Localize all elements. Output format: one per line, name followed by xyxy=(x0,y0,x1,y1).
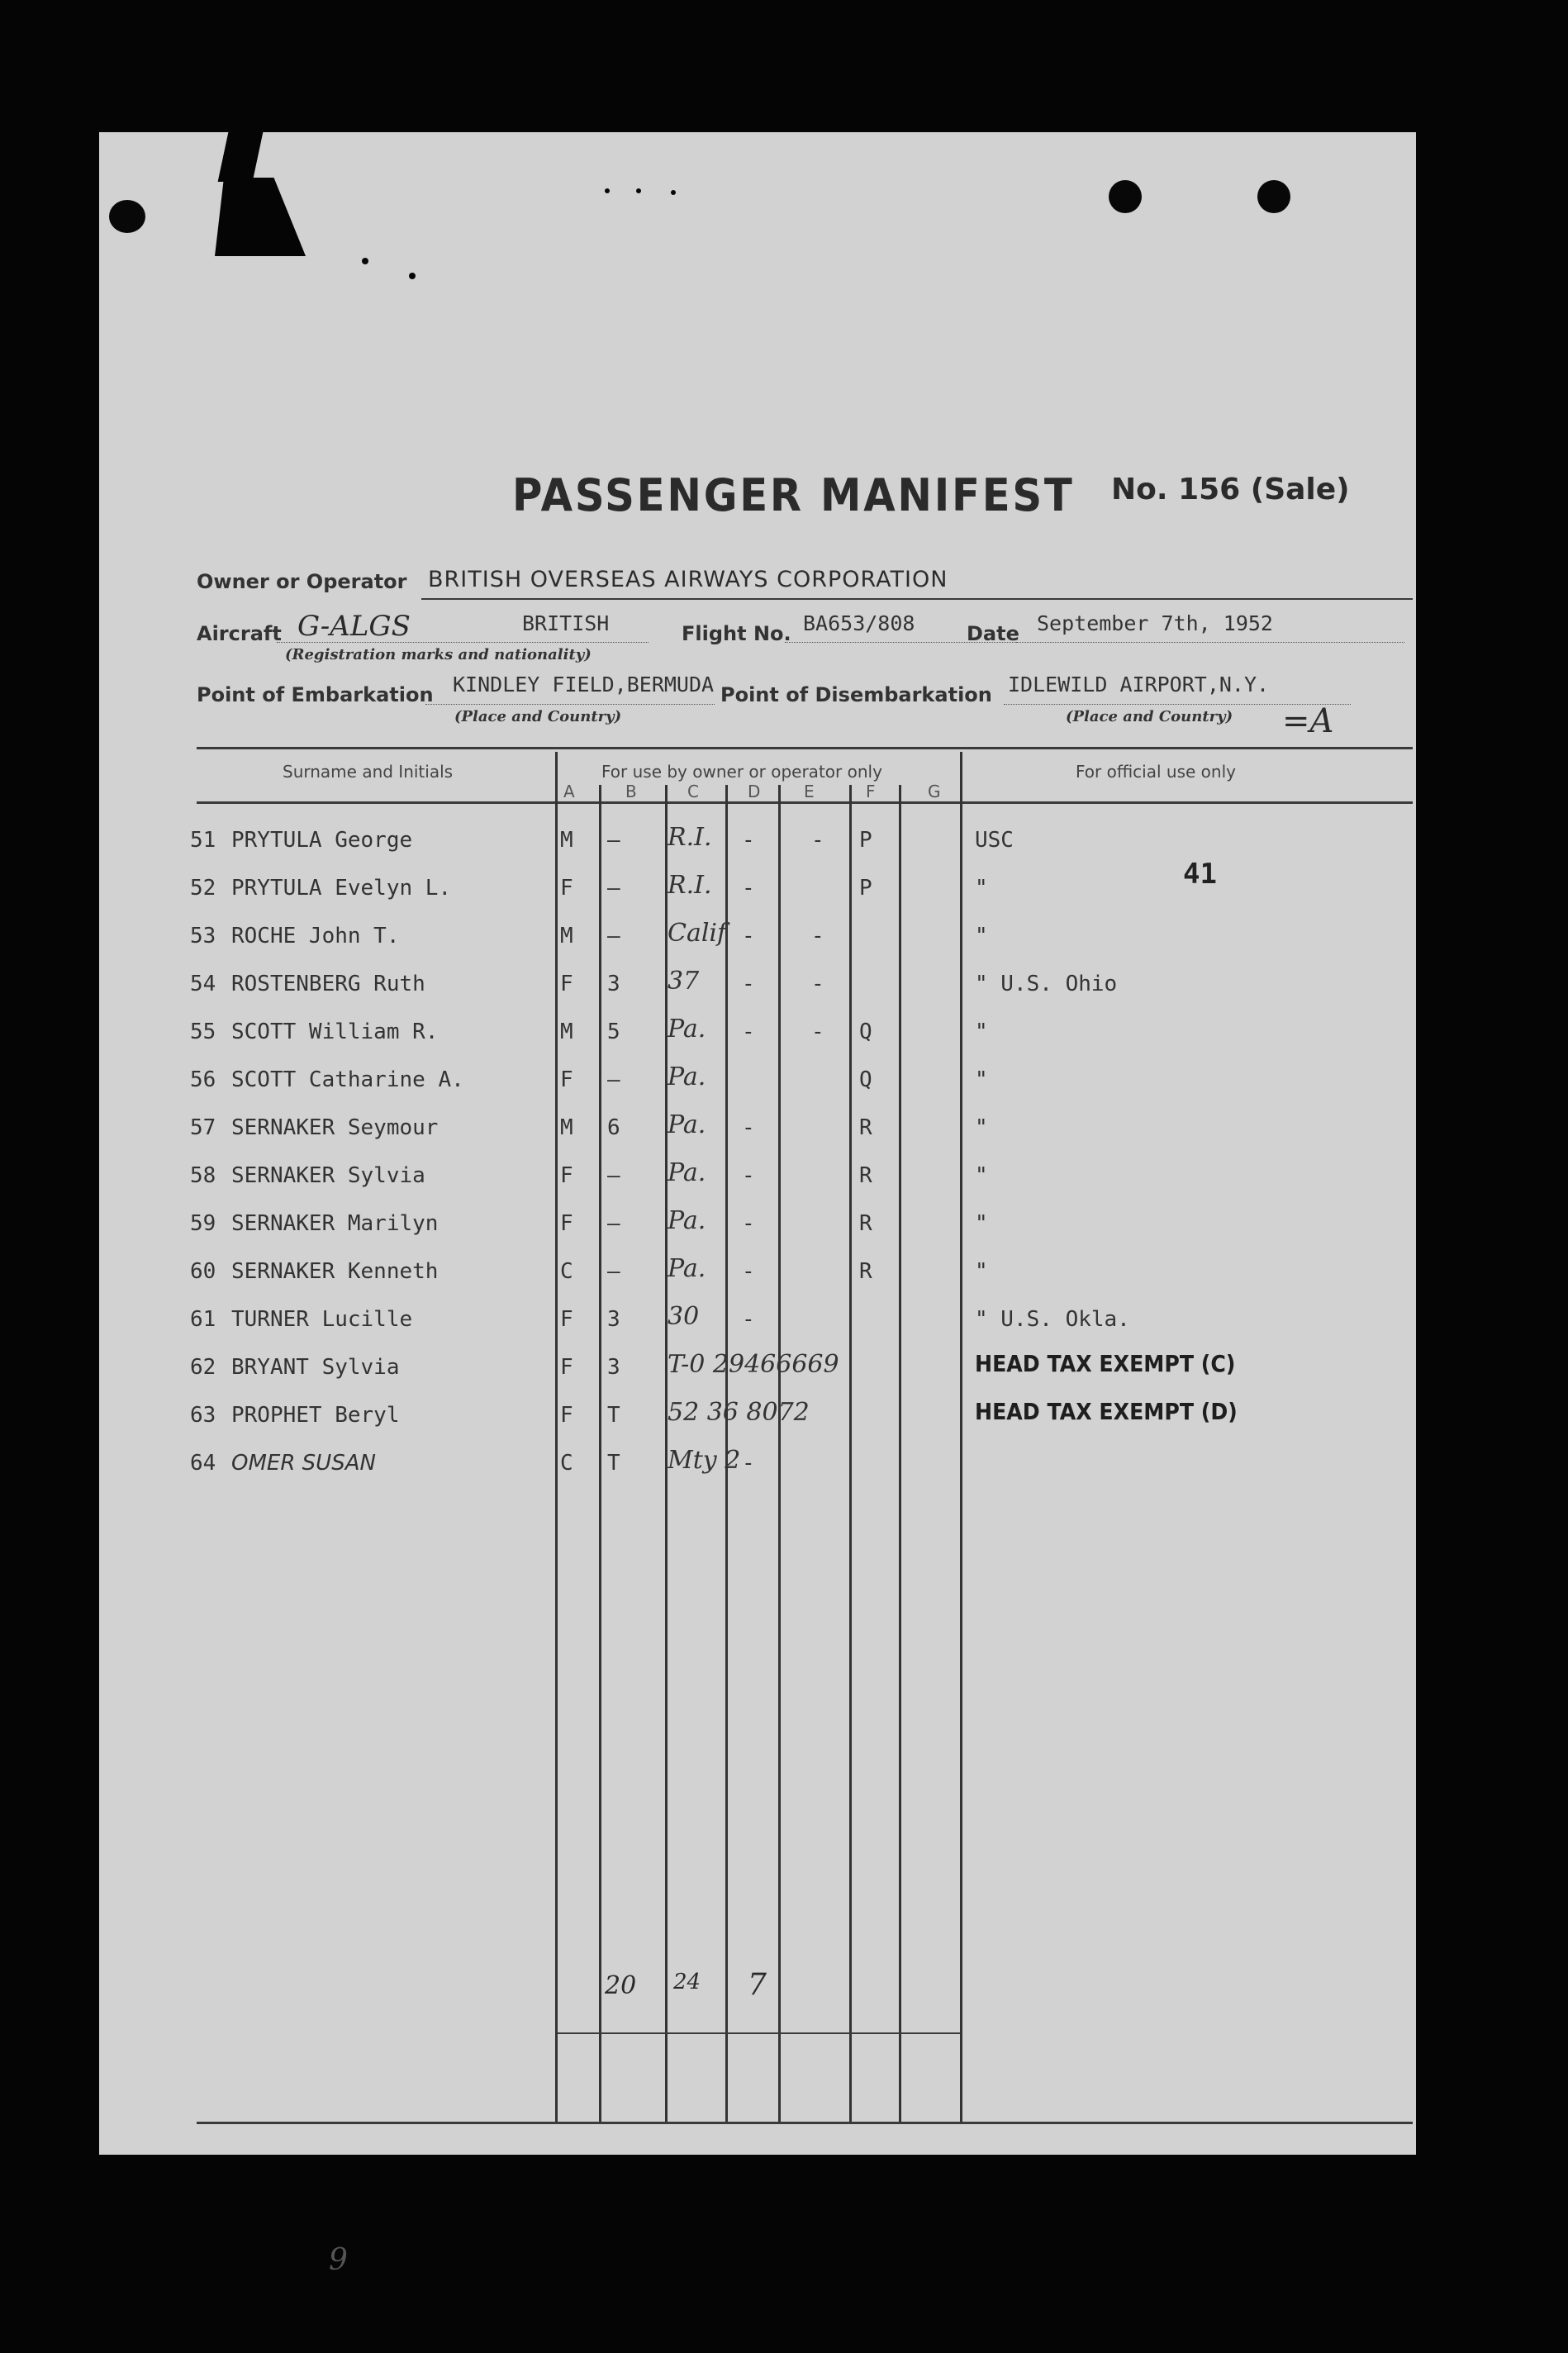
cell-f: Q xyxy=(859,1067,872,1092)
aircraft-label: Aircraft xyxy=(197,622,282,645)
cell-a: F xyxy=(560,1211,573,1236)
cell-no: 64 xyxy=(190,1451,216,1476)
cell-b: — xyxy=(607,1259,620,1284)
cell-b: — xyxy=(607,1067,620,1092)
cell-e: - xyxy=(811,972,824,996)
aircraft-underline xyxy=(277,642,649,643)
disembarkation-place-note: (Place and Country) xyxy=(1066,708,1233,725)
table-row xyxy=(190,963,1413,1010)
total-a: 20 xyxy=(605,1971,637,2000)
flight-label: Flight No. xyxy=(682,622,791,645)
cell-b: 6 xyxy=(607,1115,620,1140)
cell-e: - xyxy=(811,828,824,853)
speck xyxy=(636,188,641,193)
cell-d: - xyxy=(742,1451,755,1476)
cell-name: ROSTENBERG Ruth xyxy=(231,972,425,996)
speck xyxy=(605,188,610,193)
embarkation-value: KINDLEY FIELD,BERMUDA xyxy=(453,673,715,696)
table-row xyxy=(190,1059,1413,1105)
corner-mark: =A xyxy=(1282,702,1334,740)
manifest-page xyxy=(99,132,1416,2155)
flight-value: BA653/808 xyxy=(803,611,915,635)
table-row xyxy=(190,1299,1413,1345)
cell-d: - xyxy=(742,1163,755,1188)
form-title: PASSENGER MANIFEST xyxy=(512,469,1075,521)
cell-f: R xyxy=(859,1115,872,1140)
owner-rule xyxy=(421,598,1413,600)
embarkation-place-note: (Place and Country) xyxy=(454,708,622,725)
cell-d: - xyxy=(742,828,755,853)
col-letter-c: C xyxy=(687,782,699,801)
cell-c: R.I. xyxy=(668,871,712,900)
col-letter-e: E xyxy=(804,782,815,801)
cell-name: SERNAKER Seymour xyxy=(231,1115,439,1140)
cell-no: 55 xyxy=(190,1020,216,1044)
table-row xyxy=(190,1011,1413,1058)
cell-e: - xyxy=(811,1020,824,1044)
cell-f: Q xyxy=(859,1020,872,1044)
cell-f: P xyxy=(859,828,872,853)
cell-d: - xyxy=(742,1211,755,1236)
cell-no: 52 xyxy=(190,876,216,901)
cell-a: C xyxy=(560,1259,573,1284)
cell-name: SERNAKER Kenneth xyxy=(231,1259,439,1284)
cell-name: PRYTULA Evelyn L. xyxy=(231,876,452,901)
cell-official: " U.S. Ohio xyxy=(975,972,1118,996)
cell-d: - xyxy=(742,1307,755,1332)
cell-d: - xyxy=(742,1115,755,1140)
cell-a: F xyxy=(560,1067,573,1092)
cell-name: SERNAKER Sylvia xyxy=(231,1163,425,1188)
cell-official: " xyxy=(975,1020,988,1044)
registration-note: (Registration marks and nationality) xyxy=(285,646,592,663)
date-label: Date xyxy=(967,622,1019,645)
cell-a: M xyxy=(560,1020,573,1044)
cell-d: - xyxy=(742,972,755,996)
cell-no: 51 xyxy=(190,828,216,853)
cell-c: Pa. xyxy=(668,1015,706,1043)
cell-b: — xyxy=(607,924,620,948)
cell-f: R xyxy=(859,1163,872,1188)
cell-e: - xyxy=(811,924,824,948)
cell-b: — xyxy=(607,828,620,853)
embarkation-label: Point of Embarkation xyxy=(197,683,434,706)
cell-no: 58 xyxy=(190,1163,216,1188)
cell-d: - xyxy=(742,1020,755,1044)
table-row xyxy=(190,868,1413,914)
speck xyxy=(671,190,676,195)
col-letter-b: B xyxy=(625,782,637,801)
cell-no: 57 xyxy=(190,1115,216,1140)
cell-name: ROCHE John T. xyxy=(231,924,400,948)
cell-b: 3 xyxy=(607,972,620,996)
cell-c: 52 36 8072 xyxy=(668,1398,810,1427)
cell-f: R xyxy=(859,1211,872,1236)
torn-corner xyxy=(215,178,306,256)
cell-c: Mty 2 xyxy=(668,1446,741,1475)
cell-c: 30 xyxy=(668,1302,700,1331)
cell-official: HEAD TAX EXEMPT (D) xyxy=(975,1398,1238,1425)
table-row xyxy=(190,1251,1413,1297)
cell-official: " xyxy=(975,876,988,901)
cell-a: M xyxy=(560,1115,573,1140)
cell-no: 60 xyxy=(190,1259,216,1284)
official-count: 41 xyxy=(1183,858,1217,891)
cell-name: SCOTT William R. xyxy=(231,1020,439,1044)
totals-rule xyxy=(558,2032,960,2034)
cell-no: 53 xyxy=(190,924,216,948)
cell-official: " xyxy=(975,1115,988,1140)
table-row xyxy=(190,1155,1413,1201)
owner-use-header: For use by owner or operator only xyxy=(601,762,882,782)
cell-d: - xyxy=(742,924,755,948)
cell-name: SCOTT Catharine A. xyxy=(231,1067,464,1092)
table-row xyxy=(190,915,1413,962)
cell-name: OMER SUSAN xyxy=(231,1451,376,1476)
cell-name: PRYTULA George xyxy=(231,828,413,853)
cell-b: — xyxy=(607,876,620,901)
total-c: 7 xyxy=(748,1968,767,2002)
cell-d: - xyxy=(742,1259,755,1284)
cell-no: 61 xyxy=(190,1307,216,1332)
cell-official: " xyxy=(975,1067,988,1092)
cell-name: BRYANT Sylvia xyxy=(231,1355,400,1380)
cell-a: M xyxy=(560,924,573,948)
cell-official: " xyxy=(975,924,988,948)
surname-header: Surname and Initials xyxy=(283,762,454,782)
col-letter-f: F xyxy=(866,782,876,801)
cell-c: Pa. xyxy=(668,1254,706,1283)
date-underline xyxy=(1016,642,1404,643)
official-use-header: For official use only xyxy=(1076,762,1236,782)
cell-a: C xyxy=(560,1451,573,1476)
cell-official: " xyxy=(975,1259,988,1284)
cell-a: F xyxy=(560,1163,573,1188)
cell-a: F xyxy=(560,876,573,901)
cell-no: 62 xyxy=(190,1355,216,1380)
cell-a: F xyxy=(560,1403,573,1428)
col-letter-g: G xyxy=(928,782,941,801)
cell-no: 59 xyxy=(190,1211,216,1236)
owner-label: Owner or Operator xyxy=(197,570,407,593)
aircraft-nationality: BRITISH xyxy=(522,611,610,635)
cell-f: R xyxy=(859,1259,872,1284)
cell-c: T-0 29466669 xyxy=(668,1350,839,1379)
cell-b: — xyxy=(607,1211,620,1236)
cell-name: SERNAKER Marilyn xyxy=(231,1211,439,1236)
cell-no: 54 xyxy=(190,972,216,996)
cell-c: 37 xyxy=(668,967,700,996)
punch-hole xyxy=(109,200,145,233)
table-top-rule xyxy=(197,747,1413,749)
speck xyxy=(362,258,368,264)
col-letter-a: A xyxy=(563,782,575,801)
table-row xyxy=(190,820,1413,866)
cell-official: USC xyxy=(975,828,1014,853)
cell-c: Calif xyxy=(668,919,727,948)
table-row xyxy=(190,1395,1413,1441)
speck xyxy=(409,273,416,279)
col-letter-d: D xyxy=(748,782,761,801)
disembarkation-value: IDLEWILD AIRPORT,N.Y. xyxy=(1008,673,1270,696)
table-row xyxy=(190,1347,1413,1393)
table-row xyxy=(190,1107,1413,1153)
cell-a: F xyxy=(560,972,573,996)
table-bottom-rule xyxy=(197,2122,1413,2124)
cell-b: — xyxy=(607,1163,620,1188)
table-row xyxy=(190,1203,1413,1249)
punch-hole xyxy=(1257,180,1290,213)
date-value: September 7th, 1952 xyxy=(1037,611,1273,635)
punch-hole xyxy=(1109,180,1142,213)
cell-name: PROPHET Beryl xyxy=(231,1403,400,1428)
cell-official: " U.S. Okla. xyxy=(975,1307,1130,1332)
cell-c: Pa. xyxy=(668,1062,706,1091)
table-header-rule xyxy=(197,801,1413,804)
owner-value: BRITISH OVERSEAS AIRWAYS CORPORATION xyxy=(428,567,948,592)
cell-no: 56 xyxy=(190,1067,216,1092)
disembarkation-label: Point of Disembarkation xyxy=(720,683,992,706)
cell-official: " xyxy=(975,1211,988,1236)
aircraft-registration: G-ALGS xyxy=(297,610,411,643)
margin-mark: 9 xyxy=(329,2243,348,2277)
cell-b: T xyxy=(607,1451,620,1476)
cell-c: Pa. xyxy=(668,1110,706,1139)
torn-corner xyxy=(218,132,264,182)
cell-d: - xyxy=(742,876,755,901)
total-b: 24 xyxy=(673,1970,701,1994)
embarkation-underline xyxy=(425,704,715,705)
cell-official: HEAD TAX EXEMPT (C) xyxy=(975,1350,1236,1377)
cell-c: Pa. xyxy=(668,1206,706,1235)
cell-c: R.I. xyxy=(668,823,712,852)
cell-a: M xyxy=(560,828,573,853)
cell-name: TURNER Lucille xyxy=(231,1307,413,1332)
form-number: No. 156 (Sale) xyxy=(1111,473,1350,506)
cell-c: Pa. xyxy=(668,1158,706,1187)
cell-b: 3 xyxy=(607,1307,620,1332)
cell-no: 63 xyxy=(190,1403,216,1428)
cell-a: F xyxy=(560,1355,573,1380)
cell-f: P xyxy=(859,876,872,901)
cell-b: 5 xyxy=(607,1020,620,1044)
cell-b: T xyxy=(607,1403,620,1428)
cell-official: " xyxy=(975,1163,988,1188)
cell-a: F xyxy=(560,1307,573,1332)
table-row xyxy=(190,1443,1413,1489)
cell-b: 3 xyxy=(607,1355,620,1380)
